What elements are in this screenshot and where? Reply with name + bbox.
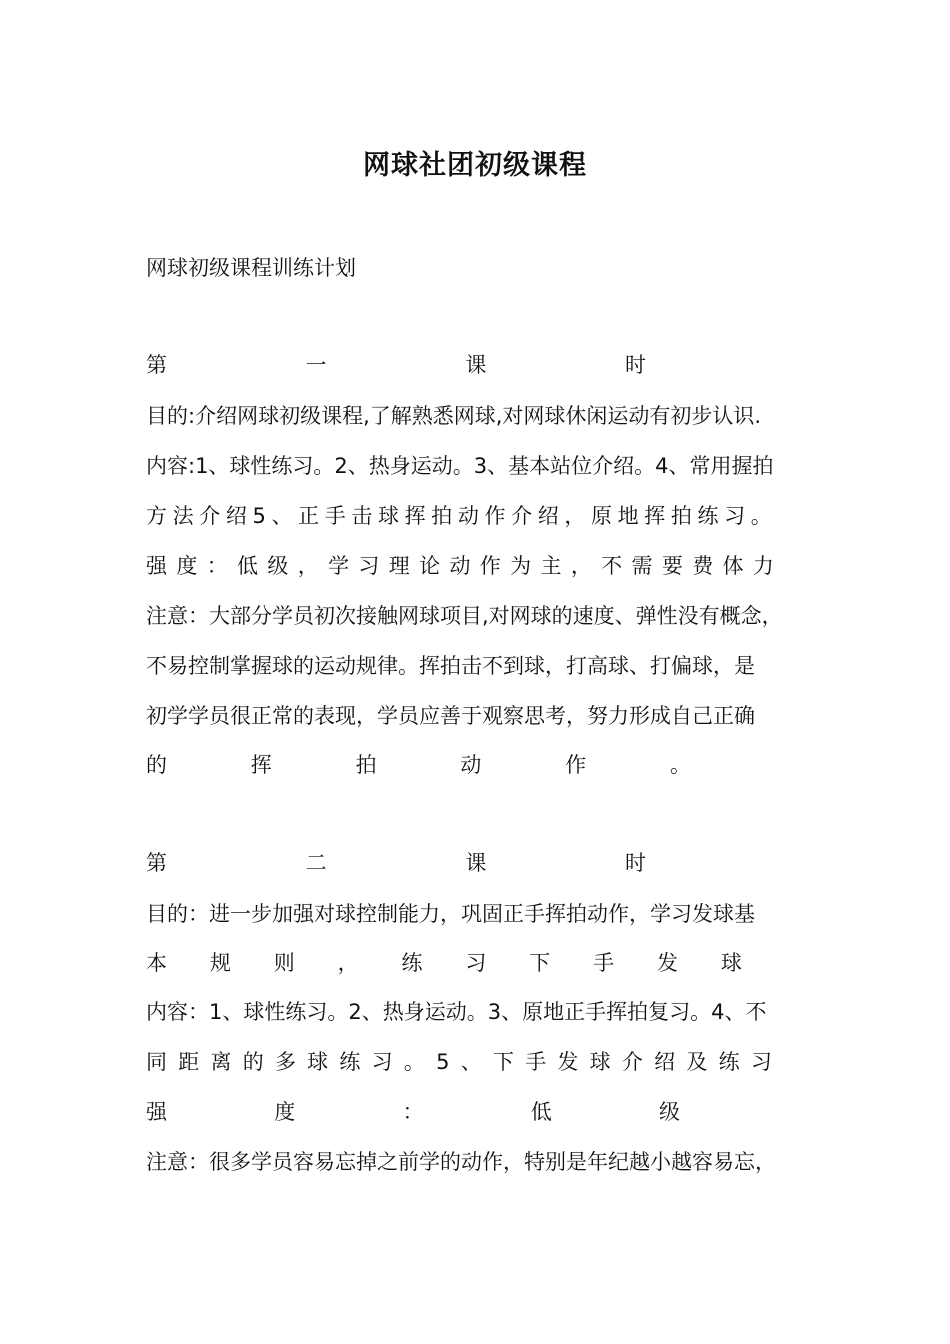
lesson2-heading-char: 二	[305, 851, 327, 875]
text-char: 介	[621, 1050, 643, 1074]
text-char: 方	[146, 504, 167, 528]
text-char: 度	[274, 1100, 296, 1124]
text-char: 手	[324, 504, 346, 528]
text-char: 下	[529, 951, 551, 975]
text-char: 球	[307, 1050, 329, 1074]
lesson2-content-line1: 内容：1、球性练习。2、热身运动。3、原地正手挥拍复习。4、不	[146, 1000, 767, 1024]
lesson1-heading-char: 第	[146, 353, 167, 377]
text-char: 。	[403, 1050, 425, 1074]
lesson1-note-line2: 不易控制掌握球的运动规律。挥拍击不到球，打高球、打偏球，是	[146, 654, 755, 678]
text-char: 本	[146, 951, 167, 975]
text-char: ，	[564, 504, 586, 528]
text-char: 正	[298, 504, 320, 528]
text-char: 绍	[654, 1050, 676, 1074]
lesson2-purpose-line2	[146, 948, 742, 978]
text-char: 作	[565, 753, 587, 777]
text-char: 发	[657, 951, 678, 975]
text-char: 级	[659, 1100, 680, 1124]
lesson1-heading-char: 课	[465, 353, 487, 377]
text-char: 拍	[431, 504, 453, 528]
text-char: 的	[146, 753, 167, 777]
text-char: 习	[724, 504, 746, 528]
text-char: 多	[274, 1050, 296, 1074]
text-char: 手	[525, 1050, 547, 1074]
text-char: 则	[273, 951, 295, 975]
lesson1-intensity	[146, 551, 774, 581]
lesson1-content-line2	[146, 501, 772, 531]
text-char: 作	[484, 504, 506, 528]
text-char: 练	[697, 504, 719, 528]
text-char: ，	[570, 554, 592, 578]
text-char: 学	[328, 554, 350, 578]
text-char: 强	[146, 554, 167, 578]
lesson1-heading-char: 时	[624, 353, 646, 377]
lesson2-heading-char: 课	[465, 851, 487, 875]
text-char: 习	[358, 554, 380, 578]
text-char: 低	[530, 1100, 552, 1124]
text-char: 。	[669, 753, 691, 777]
text-char: 为	[510, 554, 532, 578]
text-char: 动	[460, 753, 482, 777]
text-char: 5	[436, 1050, 450, 1074]
text-char: 理	[388, 554, 410, 578]
text-char: 低	[237, 554, 259, 578]
text-char: 法	[172, 504, 194, 528]
text-char: ：	[402, 1100, 424, 1124]
text-char: 及	[686, 1050, 708, 1074]
text-char: 习	[465, 951, 487, 975]
text-char: 作	[479, 554, 501, 578]
text-char: 绍	[225, 504, 247, 528]
text-char: 主	[540, 554, 562, 578]
lesson2-note-line1: 注意：很多学员容易忘掉之前学的动作，特别是年纪越小越容易忘，	[146, 1150, 776, 1174]
text-char: ，	[337, 951, 359, 975]
text-char: 球	[589, 1050, 611, 1074]
text-char: 距	[178, 1050, 200, 1074]
text-char: 原	[591, 504, 612, 528]
lesson2-heading	[146, 848, 646, 878]
document-title: 网球社团初级课程	[363, 150, 587, 181]
text-char: 习	[371, 1050, 393, 1074]
text-char: 下	[492, 1050, 514, 1074]
text-char: 。	[750, 504, 772, 528]
lesson1-note-line4	[146, 750, 691, 780]
text-char: 地	[617, 504, 639, 528]
text-char: 离	[210, 1050, 232, 1074]
text-char: 拍	[355, 753, 377, 777]
text-char: 介	[199, 504, 221, 528]
text-char: 费	[692, 554, 714, 578]
text-char: 发	[557, 1050, 579, 1074]
text-char: 挥	[250, 753, 272, 777]
text-char: 手	[593, 951, 615, 975]
lesson2-heading-char: 第	[146, 851, 167, 875]
text-char: 击	[351, 504, 373, 528]
text-char: 练	[339, 1050, 361, 1074]
lesson2-content-line2	[146, 1047, 772, 1077]
text-char: 介	[511, 504, 533, 528]
text-char: ，	[297, 554, 319, 578]
lesson2-intensity	[146, 1097, 680, 1127]
text-char: 的	[242, 1050, 264, 1074]
lesson1-heading	[146, 350, 646, 380]
lesson1-purpose: 目的:介绍网球初级课程,了解熟悉网球,对网球休闲运动有初步认识.	[146, 404, 762, 428]
text-char: 练	[401, 951, 423, 975]
lesson2-heading-char: 时	[624, 851, 646, 875]
text-char: ：	[206, 554, 228, 578]
text-char: 、	[460, 1050, 482, 1074]
lesson2-purpose-line1: 目的：进一步加强对球控制能力，巩固正手挥拍动作，学习发球基	[146, 902, 755, 926]
text-char: 、	[271, 504, 293, 528]
text-char: 强	[146, 1100, 167, 1124]
lesson1-content-line1: 内容:1、球性练习。2、热身运动。3、基本站位介绍。4、常用握拍	[146, 454, 774, 478]
text-char: 规	[209, 951, 231, 975]
text-char: 绍	[537, 504, 559, 528]
text-char: 论	[419, 554, 441, 578]
text-char: 不	[601, 554, 623, 578]
text-char: 练	[718, 1050, 740, 1074]
lesson1-note-line1: 注意：大部分学员初次接触网球项目,对网球的速度、弹性没有概念，	[146, 604, 783, 628]
text-char: 拍	[670, 504, 692, 528]
text-char: 挥	[404, 504, 426, 528]
text-char: 动	[449, 554, 471, 578]
text-char: 5	[252, 504, 266, 528]
lesson1-note-line3: 初学学员很正常的表现，学员应善于观察思考，努力形成自己正确	[146, 704, 755, 728]
document-subtitle: 网球初级课程训练计划	[146, 256, 356, 280]
lesson1-heading-char: 一	[305, 353, 327, 377]
text-char: 度	[176, 554, 198, 578]
text-char: 动	[457, 504, 479, 528]
text-char: 同	[146, 1050, 167, 1074]
text-char: 要	[661, 554, 683, 578]
text-char: 球	[378, 504, 399, 528]
text-char: 习	[750, 1050, 772, 1074]
text-char: 需	[631, 554, 653, 578]
text-char: 级	[267, 554, 289, 578]
text-char: 挥	[644, 504, 666, 528]
text-char: 力	[752, 554, 774, 578]
text-char: 体	[722, 554, 744, 578]
text-char: 球	[720, 951, 742, 975]
